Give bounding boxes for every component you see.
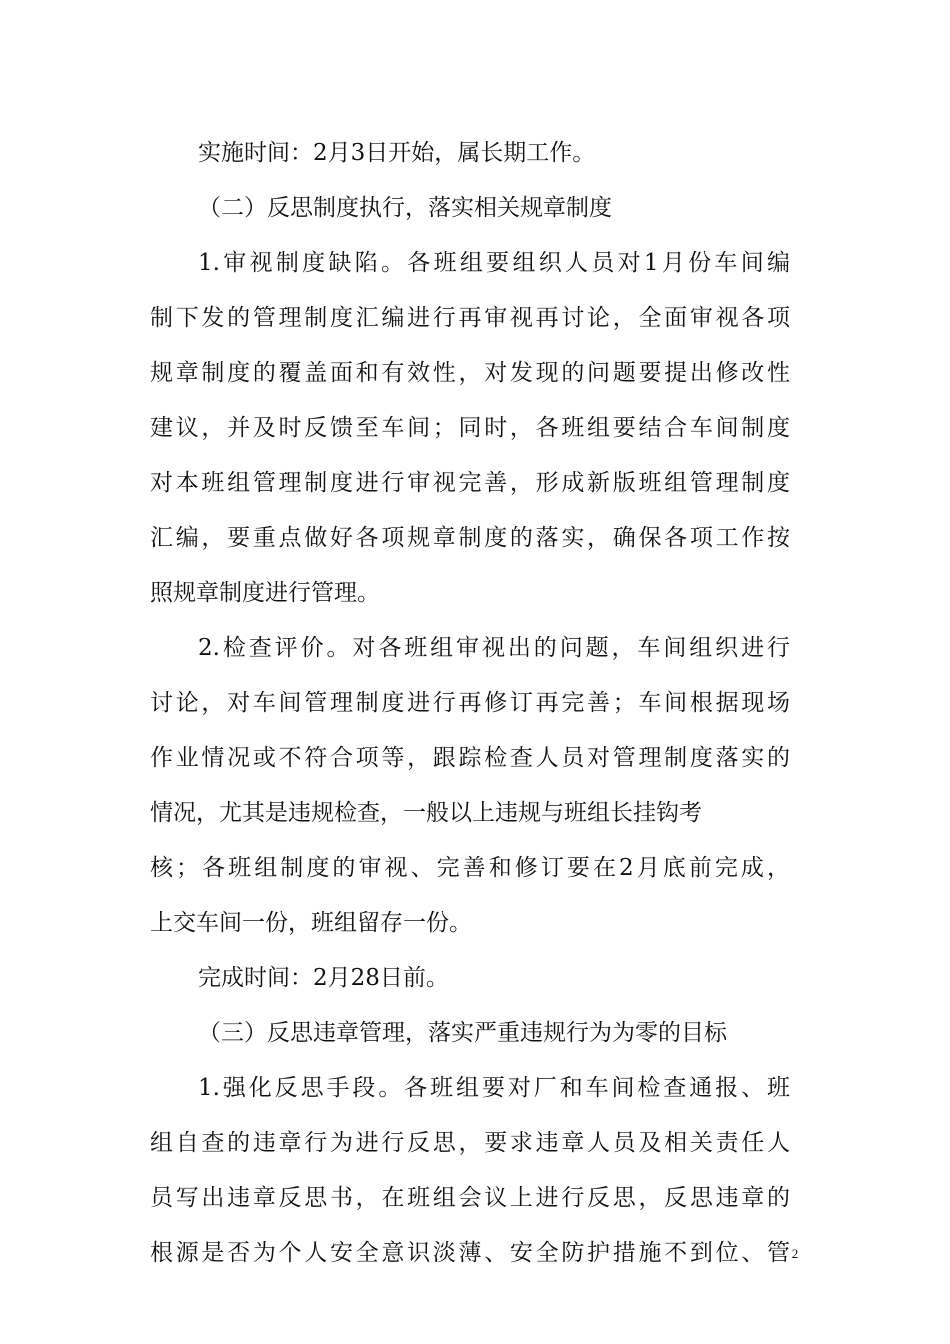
paragraph-item-2-line-5: 核；各班组制度的审视、完善和修订要在2月底前完成， (150, 855, 790, 881)
paragraph-item-2-line-6: 上交车间一份，班组留存一份。 (150, 910, 472, 936)
paragraph-item-1-line-4: 建议，并及时反馈至车间；同时，各班组要结合车间制度 (150, 415, 790, 441)
page-number: 2 (791, 1246, 799, 1261)
paragraph-item-1-line-1: 1.审视制度缺陷。各班组要组织人员对1月份车间编 (198, 250, 790, 276)
paragraph-item-1-line-5: 对本班组管理制度进行审视完善，形成新版班组管理制度 (150, 470, 790, 496)
paragraph-item-1b-line-1: 1.强化反思手段。各班组要对厂和车间检查通报、班 (198, 1075, 790, 1101)
paragraph-implementation-time-line-1: 实施时间：2月3日开始，属长期工作。 (198, 140, 596, 166)
paragraph-item-1-line-2: 制下发的管理制度汇编进行再审视再讨论，全面审视各项 (150, 305, 790, 331)
paragraph-item-1b-line-2: 组自查的违章行为进行反思，要求违章人员及相关责任人 (150, 1130, 790, 1156)
paragraph-item-2-line-2: 讨论，对车间管理制度进行再修订再完善；车间根据现场 (150, 690, 790, 716)
paragraph-item-1b-line-3: 员写出违章反思书，在班组会议上进行反思，反思违章的 (150, 1185, 790, 1211)
paragraph-item-1-line-6: 汇编，要重点做好各项规章制度的落实，确保各项工作按 (150, 525, 790, 551)
paragraph-item-2-line-4: 情况，尤其是违规检查，一般以上违规与班组长挂钩考 (150, 800, 702, 826)
paragraph-item-1-line-3: 规章制度的覆盖面和有效性，对发现的问题要提出修改性 (150, 360, 790, 386)
paragraph-item-1b-line-4: 根源是否为个人安全意识淡薄、安全防护措施不到位、管 (150, 1240, 790, 1266)
section-heading-three: （三）反思违章管理，落实严重违规行为为零的目标 (198, 1020, 727, 1046)
document-body (150, 126, 790, 1281)
section-heading-two: （二）反思制度执行，落实相关规章制度 (198, 195, 612, 221)
paragraph-item-2-line-1: 2.检查评价。对各班组审视出的问题，车间组织进行 (198, 635, 790, 661)
paragraph-item-1-line-7: 照规章制度进行管理。 (150, 580, 380, 606)
paragraph-completion-time-line-1: 完成时间：2月28日前。 (198, 965, 449, 991)
paragraph-item-2-line-3: 作业情况或不符合项等，跟踪检查人员对管理制度落实的 (150, 745, 790, 771)
